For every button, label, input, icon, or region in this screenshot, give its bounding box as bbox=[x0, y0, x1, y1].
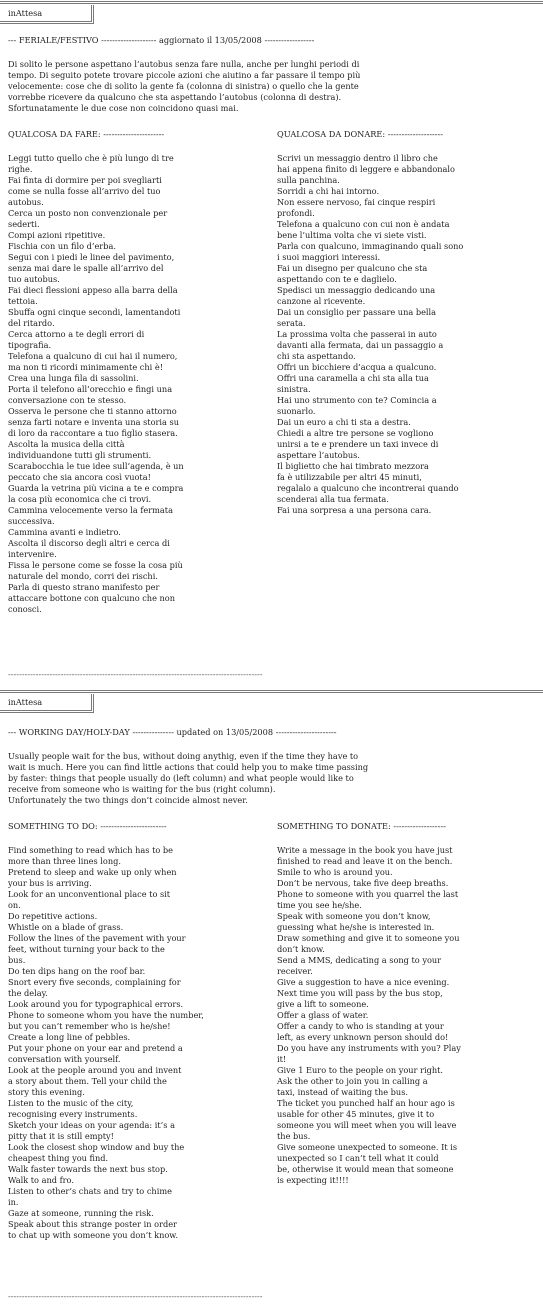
top-double-rule bbox=[0, 1, 543, 4]
list-item: Give a suggestion to have a nice evening. bbox=[277, 977, 450, 987]
list-item: sederti. bbox=[8, 219, 40, 229]
brand-title: inAttesa bbox=[8, 697, 43, 707]
list-item: Look for an unconventional place to sit bbox=[8, 889, 171, 899]
list-item: story this evening. bbox=[8, 1087, 85, 1097]
list-item: Spedisci un messaggio dedicando una bbox=[277, 285, 436, 295]
list-item: Draw something and give it to someone you bbox=[277, 933, 460, 943]
list-item: serata. bbox=[277, 318, 306, 328]
list-item: tettoia. bbox=[8, 296, 38, 306]
intro-line: by faster: things that people usually do (left column) and what people would like to bbox=[8, 773, 354, 783]
list-item: Fai una sorpresa a una persona cara. bbox=[277, 505, 432, 515]
list-item: the bus. bbox=[277, 1131, 311, 1141]
list-item: feet, without turning your back to the bbox=[8, 944, 165, 954]
list-item: Next time you will pass by the bus stop, bbox=[277, 988, 443, 998]
list-item: Don’t be nervous, take five deep breaths. bbox=[277, 878, 449, 888]
list-item: receiver. bbox=[277, 966, 313, 976]
list-item: tuo autobus. bbox=[8, 274, 60, 284]
list-item: Dai un euro a chi ti sta a destra. bbox=[277, 417, 411, 427]
list-item: Scarabocchia le tue idee sull’agenda, è un bbox=[8, 461, 184, 471]
list-item: Walk faster towards the next bus stop. bbox=[8, 1164, 168, 1174]
intro-line: velocemente: cose che di solito la gente fa (colonna di sinistra) o quello che la gente bbox=[8, 81, 359, 91]
list-item: Offer a glass of water. bbox=[277, 1010, 369, 1020]
right-column-heading: SOMETHING TO DONATE: ------------------- bbox=[277, 821, 446, 831]
list-item: Offer a candy to who is standing at your bbox=[277, 1021, 444, 1031]
list-item: Compi azioni ripetitive. bbox=[8, 230, 106, 240]
list-item: Cammina velocemente verso la fermata bbox=[8, 505, 173, 515]
list-item: Ask the other to join you in calling a bbox=[277, 1076, 428, 1086]
list-item: pitty that it is still empty! bbox=[8, 1131, 114, 1141]
list-item: naturale del mondo, corri dei rischi. bbox=[8, 571, 158, 581]
list-item: Do repetitive actions. bbox=[8, 911, 98, 921]
list-item: di loro da raccontare a tuo figlio stasera. bbox=[8, 428, 178, 438]
list-item: Hai uno strumento con te? Comincia a bbox=[277, 395, 437, 405]
list-item: finished to read and leave it on the bench. bbox=[277, 856, 453, 866]
list-item: your bus is arriving. bbox=[8, 878, 92, 888]
list-item: but you can’t remember who is he/she! bbox=[8, 1021, 171, 1031]
list-item: senza mai dare le spalle all’arrivo del bbox=[8, 263, 164, 273]
list-item: unexpected so I can’t tell what it could bbox=[277, 1153, 439, 1163]
list-item: cheapest thing you find. bbox=[8, 1153, 109, 1163]
list-item: intervenire. bbox=[8, 549, 57, 559]
list-item: Scrivi un messaggio dentro il libro che bbox=[277, 153, 438, 163]
list-item: it! bbox=[277, 1054, 287, 1064]
list-item: is expecting it!!!! bbox=[277, 1175, 349, 1185]
list-item: tipografia. bbox=[8, 340, 52, 350]
list-item: hai appena finito di leggere e abbandonalo bbox=[277, 164, 455, 174]
list-item: left, as every unknown person should do! bbox=[277, 1032, 449, 1042]
list-item: Sorridi a chi hai intorno. bbox=[277, 186, 380, 196]
list-item: Telefona a qualcuno di cui hai il numero, bbox=[8, 351, 178, 361]
list-item: Look around you for typographical errors. bbox=[8, 999, 184, 1009]
intro-line: receive from someone who is waiting for the bus (right column). bbox=[8, 784, 276, 794]
list-item: canzone al ricevente. bbox=[277, 296, 366, 306]
intro-paragraph bbox=[8, 59, 533, 114]
list-item: more than three lines long. bbox=[8, 856, 121, 866]
list-item: Phone to someone with you quarrel the last bbox=[277, 889, 459, 899]
intro-line: tempo. Di seguito potete trovare piccole azioni che aiutino a far passare il tempo più bbox=[8, 70, 361, 80]
list-item: Put your phone on your ear and pretend a bbox=[8, 1043, 183, 1053]
list-item: sinistra. bbox=[277, 384, 311, 394]
list-item: suonarlo. bbox=[277, 406, 316, 416]
list-item: fa è utilizzabile per altri 45 minuti, bbox=[277, 472, 422, 482]
list-item: on. bbox=[8, 900, 21, 910]
list-item: aspettare l’autobus. bbox=[277, 450, 360, 460]
list-item: Listen to the music of the city, bbox=[8, 1098, 134, 1108]
list-item: usable for other 45 minutes, give it to bbox=[277, 1109, 435, 1119]
list-item: Find something to read which has to be bbox=[8, 845, 173, 855]
list-item: Cammina avanti e indietro. bbox=[8, 527, 121, 537]
list-item: Fai dieci flessioni appeso alla barra della bbox=[8, 285, 178, 295]
list-item: Fai un disegno per qualcuno che sta bbox=[277, 263, 428, 273]
list-item: unirsi a te e prendere un taxi invece di bbox=[277, 439, 439, 449]
list-item: Give someone unexpected to someone. It is bbox=[277, 1142, 458, 1152]
list-item: Whistle on a blade of grass. bbox=[8, 922, 124, 932]
list-item: time you see he/she. bbox=[277, 900, 362, 910]
list-item: scenderai alla tua fermata. bbox=[277, 494, 389, 504]
list-item: conversazione con te stesso. bbox=[8, 395, 127, 405]
list-item: ma non ti ricordi minimamente chi è! bbox=[8, 362, 164, 372]
left-column-heading: QUALCOSA DA FARE: ---------------------- bbox=[8, 129, 165, 139]
list-item: senza farti notare e inventa una storia su bbox=[8, 417, 179, 427]
todo-list bbox=[8, 153, 263, 615]
list-item: sulla panchina. bbox=[277, 175, 340, 185]
list-item: Segui con i piedi le linee del pavimento, bbox=[8, 252, 175, 262]
list-item: Non essere nervoso, fai cinque respiri bbox=[277, 197, 436, 207]
intro-line: Sfortunatamente le due cose non coincidono quasi mai. bbox=[8, 103, 239, 113]
list-item: aspettando con te e daglielo. bbox=[277, 274, 397, 284]
brand-box bbox=[0, 5, 94, 24]
list-item: Il biglietto che hai timbrato mezzora bbox=[277, 461, 429, 471]
brand-title: inAttesa bbox=[8, 8, 43, 18]
list-item: Offri un bicchiere d’acqua a qualcuno. bbox=[277, 362, 437, 372]
list-item: Follow the lines of the pavement with your bbox=[8, 933, 186, 943]
list-item: Porta il telefono all’orecchio e fingi una bbox=[8, 384, 173, 394]
list-item: guessing what he/she is interested in. bbox=[277, 922, 435, 932]
list-item: Guarda la vetrina più vicina a te e compra bbox=[8, 483, 184, 493]
list-item: righe. bbox=[8, 164, 33, 174]
list-item: Chiedi a altre tre persone se vogliono bbox=[277, 428, 434, 438]
list-item: la cosa più economica che ci trovi. bbox=[8, 494, 152, 504]
list-item: the delay. bbox=[8, 988, 48, 998]
list-item: Sbuffa ogni cinque secondi, lamentandoti bbox=[8, 307, 181, 317]
list-item: successiva. bbox=[8, 516, 55, 526]
list-item: Telefona a qualcuno con cui non è andata bbox=[277, 219, 450, 229]
list-item: Speak with someone you don’t know, bbox=[277, 911, 431, 921]
section-headline: --- FERIALE/FESTIVO -------------------- aggiornato il 13/05/2008 ------------------ bbox=[8, 35, 315, 45]
list-item: Offri una caramella a chi sta alla tua bbox=[277, 373, 429, 383]
list-item: Sketch your ideas on your agenda: it’s a bbox=[8, 1120, 175, 1130]
list-item: Ascolta il discorso degli altri e cerca di bbox=[8, 538, 170, 548]
list-item: Do you have any instruments with you? Play bbox=[277, 1043, 461, 1053]
list-item: give a lift to someone. bbox=[277, 999, 369, 1009]
intro-line: wait is much. Here you can find little actions that could help you to make time passing bbox=[8, 762, 369, 772]
list-item: del ritardo. bbox=[8, 318, 55, 328]
list-item: don’t know. bbox=[277, 944, 325, 954]
list-item: Parla di questo strano manifesto per bbox=[8, 582, 160, 592]
list-item: Look at the people around you and invent bbox=[8, 1065, 182, 1075]
list-item: Smile to who is around you. bbox=[277, 867, 393, 877]
intro-paragraph bbox=[8, 751, 533, 806]
list-item: Crea una lunga fila di sassolini. bbox=[8, 373, 139, 383]
list-item: La prossima volta che passerai in auto bbox=[277, 329, 437, 339]
list-item: autobus. bbox=[8, 197, 44, 207]
list-item: Look the closest shop window and buy the bbox=[8, 1142, 185, 1152]
donate-list bbox=[277, 153, 532, 516]
list-item: conversation with yourself. bbox=[8, 1054, 121, 1064]
list-item: recognising every instruments. bbox=[8, 1109, 138, 1119]
intro-line: Usually people wait for the bus, without doing anythig, even if the time they have to bbox=[8, 751, 359, 761]
list-item: Write a message in the book you have just bbox=[277, 845, 453, 855]
list-item: Phone to someone whom you have the number, bbox=[8, 1010, 204, 1020]
list-item: bus. bbox=[8, 955, 26, 965]
list-item: to chat up with someone you don’t know. bbox=[8, 1230, 178, 1240]
list-item: i suoi maggiori interessi. bbox=[277, 252, 381, 262]
list-item: in. bbox=[8, 1197, 19, 1207]
brand-box bbox=[0, 694, 94, 713]
top-double-rule bbox=[0, 690, 543, 693]
list-item: taxi, instead of waiting the bus. bbox=[277, 1087, 408, 1097]
list-item: individuandone tutti gli strumenti. bbox=[8, 450, 152, 460]
list-item: Gaze at someone, running the risk. bbox=[8, 1208, 154, 1218]
list-item: Parla con qualcuno, immaginando quali sono bbox=[277, 241, 464, 251]
list-item: Create a long line of pebbles. bbox=[8, 1032, 131, 1042]
list-item: profondi. bbox=[277, 208, 315, 218]
todo-list bbox=[8, 845, 263, 1241]
donate-list bbox=[277, 845, 532, 1186]
list-item: bene l’ultima volta che vi siete visti. bbox=[277, 230, 427, 240]
list-item: davanti alla fermata, dai un passaggio a bbox=[277, 340, 444, 350]
intro-line: vorrebbe ricevere da qualcuno che sta aspettando l’autobus (colonna di destra). bbox=[8, 92, 342, 102]
list-item: attaccare bottone con qualcuno che non bbox=[8, 593, 176, 603]
list-item: Snort every five seconds, complaining for bbox=[8, 977, 181, 987]
list-item: The ticket you punched half an hour ago is bbox=[277, 1098, 455, 1108]
list-item: regalalo a qualcuno che incontrerai quando bbox=[277, 483, 459, 493]
list-item: Do ten dips hang on the roof bar. bbox=[8, 966, 146, 976]
list-item: Speak about this strange poster in order bbox=[8, 1219, 177, 1229]
list-item: Fissa le persone come se fosse la cosa più bbox=[8, 560, 183, 570]
dashed-divider: -------------------------------------------------------------------------------------------- bbox=[8, 1291, 263, 1301]
list-item: Send a MMS, dedicating a song to your bbox=[277, 955, 442, 965]
list-item: Fischia con un filo d’erba. bbox=[8, 241, 116, 251]
list-item: Ascolta la musica della città bbox=[8, 439, 125, 449]
list-item: Pretend to sleep and wake up only when bbox=[8, 867, 177, 877]
list-item: conosci. bbox=[8, 604, 42, 614]
list-item: someone you will meet when you will leave bbox=[277, 1120, 457, 1130]
list-item: Walk to and fro. bbox=[8, 1175, 74, 1185]
list-item: peccato che sia ancora così vuota! bbox=[8, 472, 151, 482]
list-item: Leggi tutto quello che è più lungo di tre bbox=[8, 153, 174, 163]
left-column-heading: SOMETHING TO DO: ------------------------ bbox=[8, 821, 167, 831]
intro-line: Di solito le persone aspettano l’autobus senza fare nulla, anche per lunghi periodi di bbox=[8, 59, 360, 69]
list-item: Give 1 Euro to the people on your right. bbox=[277, 1065, 443, 1075]
list-item: a story about them. Tell your child the bbox=[8, 1076, 167, 1086]
list-item: Fai finta di dormire per poi svegliarti bbox=[8, 175, 162, 185]
list-item: be, otherwise it would mean that someone bbox=[277, 1164, 454, 1174]
dashed-divider: -------------------------------------------------------------------------------------------- bbox=[8, 669, 263, 679]
section-headline: --- WORKING DAY/HOLY-DAY --------------- updated on 13/05/2008 ---------------------- bbox=[8, 727, 337, 737]
list-item: Dai un consiglio per passare una bella bbox=[277, 307, 437, 317]
list-item: Listen to other’s chats and try to chime bbox=[8, 1186, 172, 1196]
right-column-heading: QUALCOSA DA DONARE: -------------------- bbox=[277, 129, 444, 139]
list-item: Osserva le persone che ti stanno attorno bbox=[8, 406, 177, 416]
intro-line: Unfortunately the two things don’t coincide almost never. bbox=[8, 795, 248, 805]
list-item: Cerca un posto non convenzionale per bbox=[8, 208, 168, 218]
list-item: Cerca attorno a te degli errori di bbox=[8, 329, 145, 339]
list-item: come se nulla fosse all’arrivo del tuo bbox=[8, 186, 161, 196]
list-item: chi sta aspettando. bbox=[277, 351, 356, 361]
